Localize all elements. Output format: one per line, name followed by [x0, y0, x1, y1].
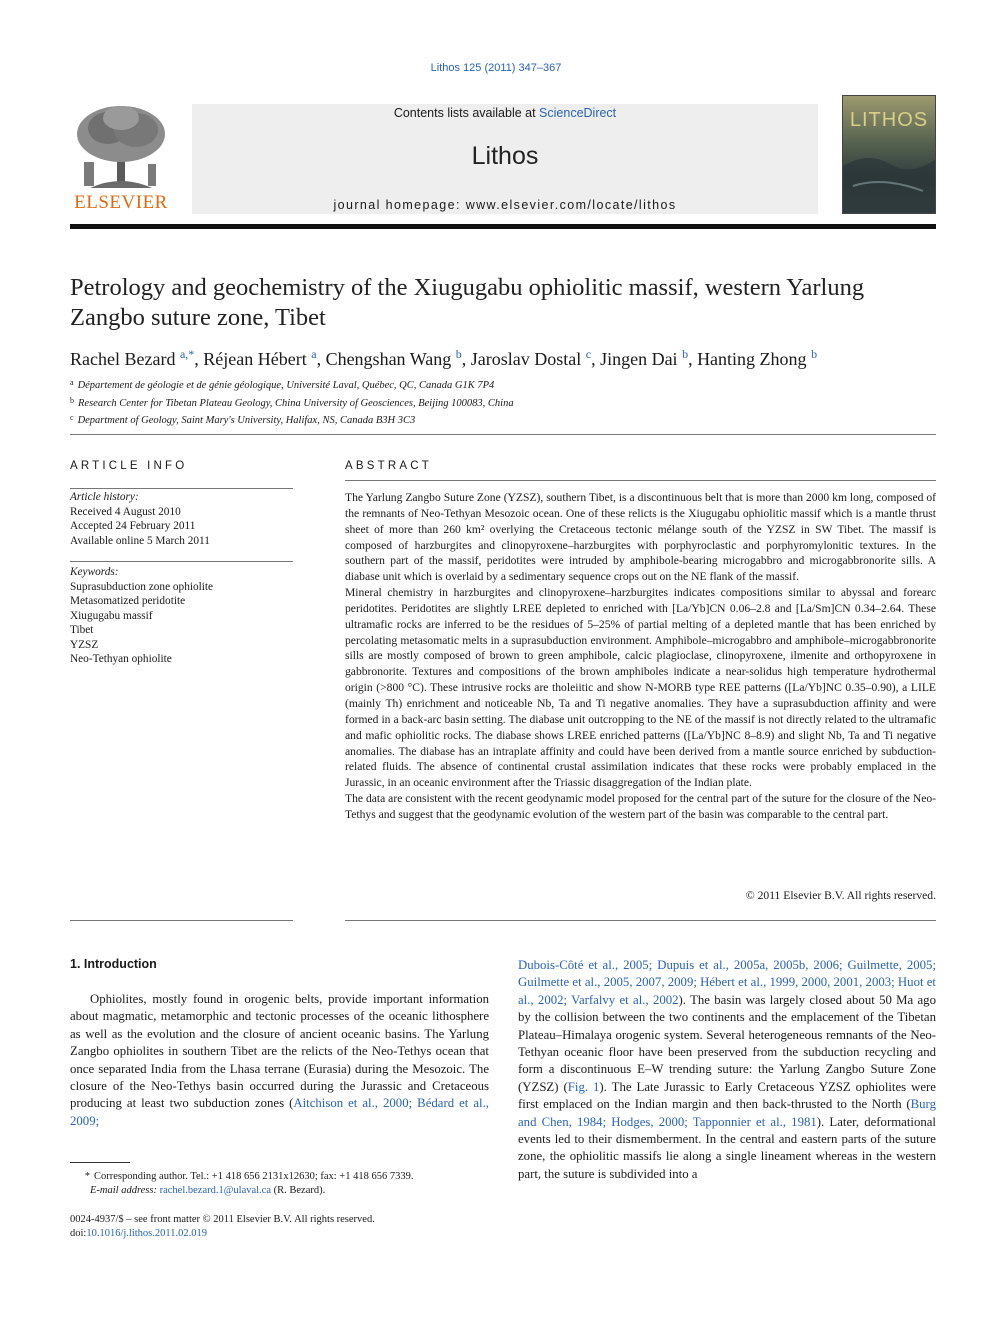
- doi-line: doi:10.1016/j.lithos.2011.02.019: [70, 1228, 208, 1239]
- author-name[interactable]: Hanting Zhong: [697, 349, 807, 369]
- affiliation: $^b$ Research Center for Tibetan Plateau Geology, China University of Geosciences, Beijing 100083, China: [70, 395, 514, 409]
- abstract-bottom-rule: [345, 920, 936, 921]
- author-affiliation-marker[interactable]: b: [455, 347, 462, 361]
- author-name[interactable]: Jingen Dai: [600, 349, 678, 369]
- article-history: [70, 490, 293, 548]
- contents-line: [192, 106, 818, 120]
- keyword: Tibet: [70, 624, 94, 636]
- copyright-notice: © 2011 Elsevier B.V. All rights reserved.: [745, 889, 936, 902]
- author-affiliation-marker[interactable]: b: [811, 347, 818, 361]
- doi-link[interactable]: 10.1016/j.lithos.2011.02.019: [86, 1228, 208, 1239]
- author-name[interactable]: Rachel Bezard: [70, 349, 176, 369]
- journal-citation[interactable]: Lithos 125 (2011) 347–367: [430, 62, 562, 74]
- intro-right-column: [518, 957, 936, 1183]
- author-name[interactable]: Chengshan Wang: [325, 349, 452, 369]
- abstract-body: [345, 490, 936, 823]
- body-paragraph: Ophiolites, mostly found in orogenic belts, provide important information about magmatic, metamorphic and tectonic processes of the oceanic lithosphere as well as the evolution and the closure of ancient oceanic basins. The Yarlung Zangbo ophiolites in southern Tibet are the relicts of the Neo-Tethys ocean that once separated India from the Lhasa terrane (Eurasia) during the Mesozoic. The closure of the Neo-Tethys basin occurred during the Jurassic and Cretaceous producing at least two subduction zones (Aitchison et al., 2000; Bédard et al., 2009;: [70, 992, 489, 1128]
- intro-left-column: [70, 991, 489, 1130]
- section-divider: [70, 434, 936, 435]
- keywords-label: Keywords:: [70, 566, 119, 578]
- cover-title: LITHOS: [849, 109, 929, 131]
- keyword: Suprasubduction zone ophiolite: [70, 580, 214, 593]
- keywords: [70, 565, 293, 667]
- asterisk-icon: *: [84, 1171, 90, 1182]
- author-name[interactable]: Jaroslav Dostal: [470, 349, 582, 369]
- citation-link[interactable]: Burg and Chen, 1984; Hodges, 2000; Tapponnier et al., 1981: [518, 1097, 936, 1129]
- history-item: Accepted 24 February 2011: [70, 520, 196, 532]
- keyword: Neo-Tethyan ophiolite: [70, 653, 172, 665]
- journal-banner: [192, 104, 818, 214]
- abstract-paragraph: The data are consistent with the recent geodynamic model proposed for the central part of the suture for the closure of the Neo-Tethys and suggest that the geodynamic evolution of the western part of the basin was comparable to the central part.: [345, 792, 936, 821]
- figure-link[interactable]: Fig. 1: [567, 1079, 600, 1094]
- elsevier-wordmark: ELSEVIER: [74, 192, 168, 213]
- affiliation-list: [70, 376, 936, 429]
- footnotes: [70, 1170, 489, 1198]
- citation-link[interactable]: Aitchison et al., 2000; Bédard et al., 2009;: [70, 1096, 489, 1128]
- article-info-divider: [70, 488, 293, 489]
- body-paragraph: Dubois-Côté et al., 2005; Dupuis et al., 2005a, 2005b, 2006; Guilmette, 2005; Guilmette et al., 2005, 2007, 2009; Hébert et al., 1999, 2000, 2001, 2003; Huot et al., 2002; Varfalvy et al., 2002). The basin was largely closed about 50 Ma ago by the collision between the two continents and the emplacement of the Tibetan Plateau–Himalaya orogenic system. Several heterogeneous remnants of the Neo-Tethyan oceanic floor have been preserved from the subduction recycling and form a discontinuous E–W trending suture: the Yarlung Zangbo Suture Zone (YZSZ) (Fig. 1). The Late Jurassic to Early Cretaceous YZSZ ophiolites were first emplaced on the Indian margin and then back-thrusted to the North (Burg and Chen, 1984; Hodges, 2000; Tapponnier et al., 1981). Later, deformational events led to their dismemberment. In the central and eastern parts of the suture zone, the ophiolitic massifs lie along a single lineament whereas in the western part, the suture is subdivided into a: [518, 958, 936, 1181]
- journal-homepage[interactable]: journal homepage: www.elsevier.com/locate/lithos: [333, 198, 677, 212]
- elsevier-logo: [70, 104, 172, 214]
- footnote-rule: [70, 1162, 130, 1163]
- abstract-divider: [345, 480, 936, 481]
- section-heading: 1. Introduction: [70, 957, 157, 971]
- contents-prefix: Contents lists available at: [393, 106, 540, 120]
- keyword: Xiugugabu massif: [70, 609, 153, 622]
- header-rule: [70, 224, 936, 229]
- article-history-label: Article history:: [70, 491, 139, 503]
- affiliation: $^a$ Département de géologie et de génie géologique, Université Laval, Québec, QC, Canada G1K 7P4: [70, 378, 495, 391]
- keyword: Metasomatized peridotite: [70, 595, 186, 607]
- article-info-heading: ARTICLE INFO: [70, 460, 188, 472]
- sciencedirect-link[interactable]: ScienceDirect: [539, 106, 617, 120]
- affiliation: $^c$ Department of Geology, Saint Mary's University, Halifax, NS, Canada B3H 3C3: [70, 413, 416, 426]
- journal-cover-image: [842, 95, 936, 214]
- citation-link[interactable]: Dubois-Côté et al., 2005; Dupuis et al., 2005a, 2005b, 2006; Guilmette, 2005; Guilmette et al., 2005, 2007, 2009; Hébert et al., 1999, 2000, 2001, 2003; Huot et al., 2002; Varfalvy et al., 2002: [518, 958, 936, 1007]
- author-affiliation-marker[interactable]: a,*: [179, 347, 195, 361]
- history-item: Received 4 August 2010: [70, 505, 181, 518]
- email-note: E-mail address: rachel.bezard.1@ulaval.ca (R. Bezard).: [90, 1185, 326, 1196]
- cover-artwork-icon: [843, 96, 936, 214]
- corresponding-author-note: * Corresponding author. Tel.: +1 418 656 2131x12630; fax: +1 418 656 7339.: [70, 1170, 489, 1184]
- author-affiliation-marker[interactable]: a: [311, 347, 317, 361]
- author-affiliation-marker[interactable]: b: [682, 347, 689, 361]
- issn-line: 0024-4937/$ – see front matter © 2011 Elsevier B.V. All rights reserved.: [70, 1214, 375, 1225]
- front-matter-info: [70, 1213, 489, 1241]
- author-affiliation-marker[interactable]: c: [585, 347, 592, 361]
- journal-name: Lithos: [471, 142, 539, 170]
- abstract-heading: ABSTRACT: [345, 460, 432, 472]
- tree-emblem-icon: [70, 104, 172, 192]
- article-title: Petrology and geochemistry of the Xiugugabu ophiolitic massif, western Yarlung Zangbo suture zone, Tibet: [70, 274, 865, 331]
- abstract-paragraph: The Yarlung Zangbo Suture Zone (YZSZ), southern Tibet, is a discontinuous belt that is more than 2000 km long, composed of the remnants of Neo-Tethyan Mesozoic ocean. One of these relicts is the Xiugugabu ophiolitic massif which is a mantle thrust sheet of more than 260 km² overlying the Cretaceous tectonic mélange south of the YZSZ in SW Tibet. The massif is composed of harzburgites and clinopyroxene–harzburgites with porphyroclastic and porphyromylonitic textures. In the southern part of the massif, peridotites were intruded by amphibole-bearing microgabbro and microgabbronorite sills. A diabase unit which is overlaid by a sedimentary sequence crops out on the NE flank of the massif.: [345, 491, 936, 584]
- email-link[interactable]: rachel.bezard.1@ulaval.ca: [159, 1185, 272, 1196]
- keywords-divider: [70, 561, 293, 562]
- abstract-paragraph: Mineral chemistry in harzburgites and clinopyroxene–harzburgites indicates compositions similar to abyssal and forearc peridotites. Peridotites are slightly LREE depleted to enriched with [La/Yb]CN 0.06–2.8 and [La/Sm]CN 0.34–2.64. These ultramafic rocks are inferred to be the residues of 5–25% of partial melting of a depleted mantle that has been enriched by percolating metasomatic melts in a suprasubduction environment. Amphibole–microgabbro and amphibole–microgabbronorite sills are mostly composed of brown to green amphibole, calcic plagioclase, clinopyroxene, ilmenite and orthopyroxene in gabbronorite. Textures and compositions of the brown amphiboles indicate a near-solidus high temperature hydrothermal origin (>800 °C). These intrusive rocks are tholeiitic and show N-MORB type REE patterns ([La/Yb]NC 0.35–0.90), a LILE (mainly Th) enrichment and noticeable Nb, Ta and Ti negative anomalies. They have a suprasubduction affinity and were formed in a back-arc basin setting. The diabase unit outcropping to the NE of the massif is not directly related to the ultramafic and mafic ophiolitic rocks. The diabase shows LREE enriched patterns ([La/Yb]NC 8–8.9) and slight Nb, Ta and Ti negative anomalies. The diabase has an intraplate affinity and could have been derived from a mantle source enriched by subduction-related fluids. The absence of continental crustal assimilation indicates that these rocks were probably emplaced in the Jurassic, in an oceanic environment after the Triassic disaggregation of the Indian plate.: [345, 586, 936, 790]
- history-item: Available online 5 March 2011: [70, 534, 210, 547]
- author-name[interactable]: Réjean Hébert: [203, 349, 307, 369]
- author-list: Rachel Bezard $^{a,*}$, Réjean Hébert $^a$, Chengshan Wang $^b$, Jaroslav Dostal $^c$, Jingen Dai $^b$, Hanting Zhong $^b$: [70, 347, 818, 369]
- keyword: YZSZ: [70, 638, 99, 651]
- article-info-bottom-rule: [70, 920, 293, 921]
